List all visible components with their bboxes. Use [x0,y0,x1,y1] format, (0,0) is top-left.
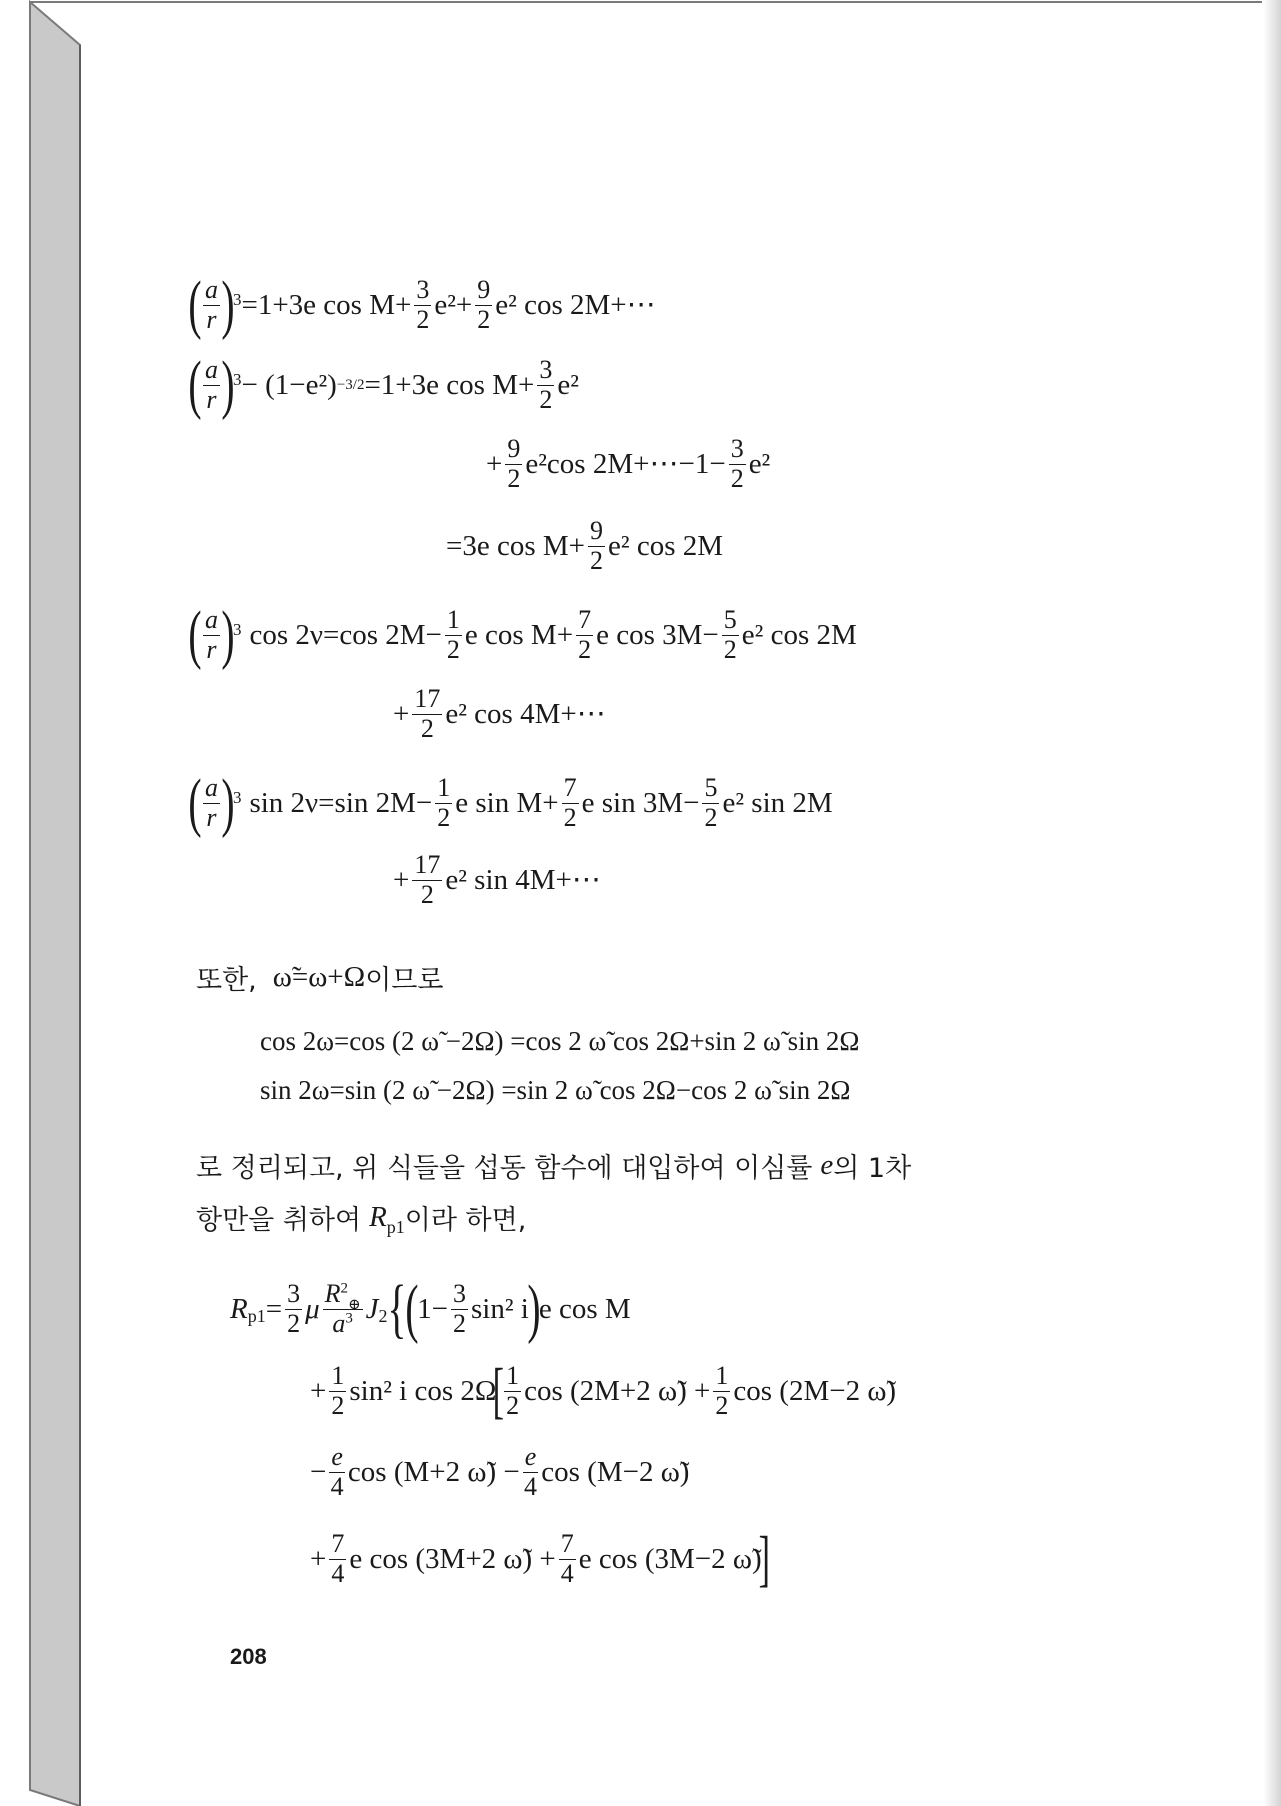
rp1-equation-line3: − $\frac{e}{4}$ cos (M+2 ω̃) − $\frac{e}{4}$ cos (M−2 ω̃) [310,1442,690,1501]
equation-cos-2nu: ( a r ) 3 cos 2ν=cos 2M− $\frac{1}{2}$ e cos M+ $\frac{7}{2}$ e cos 3M− $\frac{5}{2}$ e² cos 2M [188,598,857,671]
equation-cos-2nu-cont: + $\frac{17}{2}$ e² cos 4M+⋯ [393,684,606,743]
text-also: 또한, ω̃=ω+Ω 이므로 [196,961,444,996]
rp1-equation-line1: R p1 = $\frac{3}{2}$ μ $R^2_\oplus$ $a^3$ J 2 { ( 1− $\frac{3}{2}$ sin² i ) e cos M [230,1272,631,1345]
equation-difference-cont: + $\frac{9}{2}$ e²cos 2M+⋯−1− $\frac{3}{2}$ e² [486,434,771,493]
cos-identity: cos 2ω=cos (2 ω̃ −2Ω) =cos 2 ω̃ cos 2Ω+sin 2 ω̃ sin 2Ω [260,1026,860,1056]
equation-a-over-r-cubed: ( a r ) 3 =1+3e cos M+ $\frac{3}{2}$ e²+ $\frac{9}{2}$ e² cos 2M+⋯ [188,268,656,341]
rp1-equation-line4: + $\frac{7}{4}$ e cos (3M+2 ω̃) + $\frac{7}{4}$ e cos (3M−2 ω̃) ] [310,1525,770,1593]
sin-identity: sin 2ω=sin (2 ω̃ −2Ω) =sin 2 ω̃ cos 2Ω−cos 2 ω̃ sin 2Ω [260,1075,851,1105]
equation-sin-2nu-cont: + $\frac{17}{2}$ e² sin 4M+⋯ [393,850,601,909]
rp1-equation-line2: + $\frac{1}{2}$ sin² i cos 2Ω [ 1 2 cos (2M+2 ω̃) + $\frac{1}{2}$ cos (2M−2 ω̃) [310,1357,897,1425]
text-substitution-line2: 항만을 취하여 $R_{p1}$ 이라 하면, [196,1201,527,1237]
equation-difference-result: =3e cos M+ $\frac{9}{2}$ e² cos 2M [446,516,724,575]
equation-difference: ( a r ) 3 − (1−e²) −3/2 =1+3e cos M+ $\frac{3}{2}$ e² [188,348,579,421]
page-number: 208 [230,1644,267,1669]
page-edge-shadow [1263,0,1281,1806]
equation-sin-2nu: ( a r ) 3 sin 2ν=sin 2M− $\frac{1}{2}$ e sin M+ $\frac{7}{2}$ e sin 3M− $\frac{5}{2}$ e² sin 2M [188,766,833,839]
text-substitution-line1: 로 정리되고, 위 식들을 섭동 함수에 대입하여 이심률 e 의 1차 [196,1149,912,1184]
